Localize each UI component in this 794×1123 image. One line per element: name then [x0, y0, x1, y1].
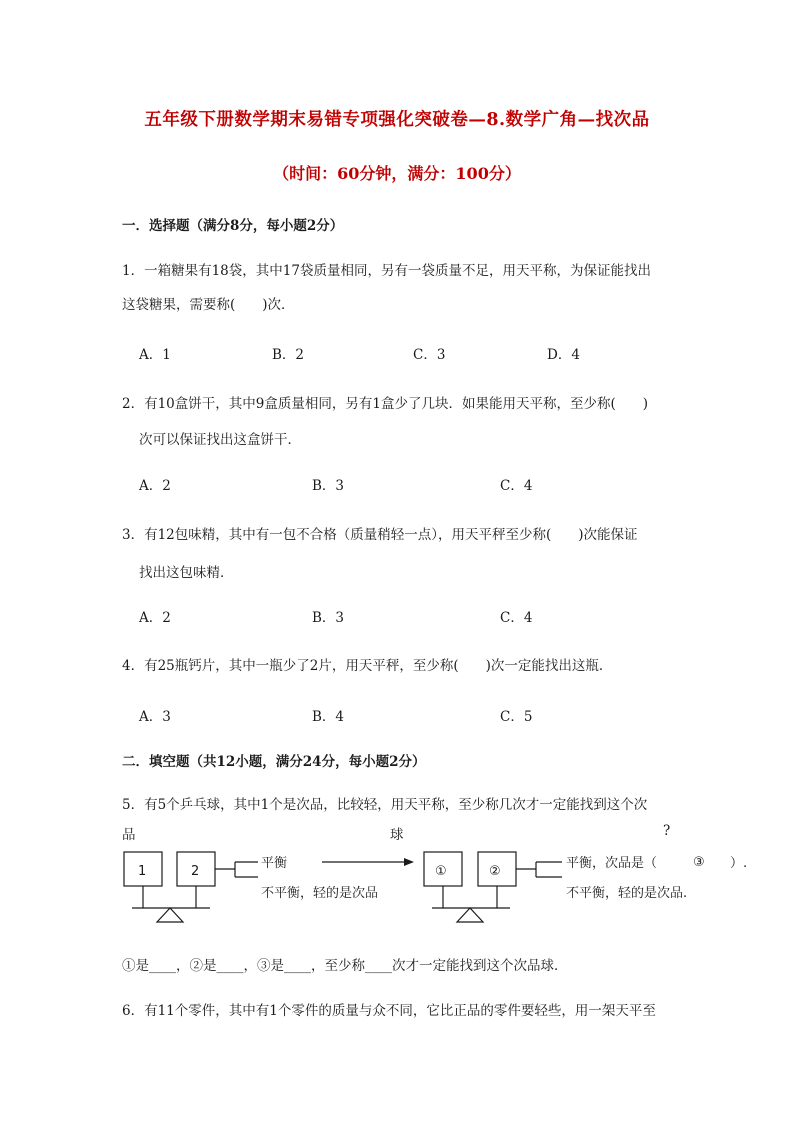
q3-option-a: A．2: [139, 610, 171, 626]
q2-line2: 次可以保证找出这盒饼干．: [139, 432, 301, 448]
balance1-fulcrum: [157, 908, 183, 922]
q5-line2-mid: 球: [390, 827, 404, 843]
q3-line2: 找出这包味精．: [139, 565, 234, 581]
q6-line1: 6．有11个零件，其中有1个零件的质量与众不同，它比正品的零件要轻些，用一架天平至: [122, 1003, 656, 1019]
q4-option-c: C．5: [500, 709, 533, 725]
q5-line2-start: 品: [122, 827, 136, 843]
q2-option-c: C．4: [500, 478, 533, 494]
circle3-label: ③: [693, 855, 705, 870]
q1-option-b: B．2: [272, 347, 305, 363]
box2-label: 2: [191, 864, 200, 879]
branch2-balance-end: ）.: [730, 856, 748, 871]
q1-option-d: D．4: [547, 347, 580, 363]
q1-option-a: A．1: [139, 347, 171, 363]
q3-line1: 3．有12包味精，其中有一包不合格（质量稍轻一点），用天平秤至少称( )次能保证: [122, 527, 638, 543]
q2-option-b: B．3: [312, 478, 345, 494]
q5-answer-line: ①是____，②是____，③是____，至少称____次才一定能找到这个次品球．: [122, 958, 568, 974]
q1-option-c: C．3: [413, 347, 446, 363]
branch2-unbalance-text: 不平衡，轻的是次品.: [566, 886, 688, 901]
q3-option-c: C．4: [500, 610, 533, 626]
page-title: 五年级下册数学期末易错专项强化突破卷—8.数学广角—找次品: [144, 110, 650, 130]
balance2-fulcrum: [457, 908, 483, 922]
box1-label: 1: [138, 864, 147, 879]
q4-line1: 4．有25瓶钙片，其中一瓶少了2片，用天平秤，至少称( )次一定能找出这瓶．: [122, 658, 613, 674]
q3-option-b: B．3: [312, 610, 345, 626]
q2-line1: 2．有10盒饼干，其中9盒质量相同，另有1盒少了几块．如果能用天平称，至少称( ): [122, 396, 648, 412]
page-subtitle: （时间：60分钟，满分：100分）: [273, 164, 521, 183]
q4-option-a: A．3: [139, 709, 171, 725]
q1-line2: 这袋糖果，需要称( )次．: [122, 297, 295, 313]
branch1-unbalance-text: 不平衡，轻的是次品: [261, 886, 379, 901]
branch1-balance-text: 平衡: [261, 856, 288, 871]
q4-option-b: B．4: [312, 709, 345, 725]
section1-heading: 一．选择题（满分8分，每小题2分）: [122, 218, 344, 234]
q1-line1: 1．一箱糖果有18袋，其中17袋质量相同，另有一袋质量不足，用天平称，为保证能找出: [122, 263, 651, 279]
q2-option-a: A．2: [139, 478, 171, 494]
box4-label: ②: [489, 864, 501, 879]
balance-diagram: [110, 842, 760, 930]
box3-label: ①: [435, 864, 447, 879]
q5-line1: 5．有5个乒乓球，其中1个是次品，比较轻，用天平称，至少称几次才一定能找到这个次: [122, 797, 648, 813]
section2-heading: 二．填空题（共12小题，满分24分，每小题2分）: [122, 754, 426, 770]
q5-line2-end: ?: [663, 823, 671, 839]
arrow-head: [404, 858, 414, 866]
branch2-balance-text: 平衡，次品是（: [566, 856, 658, 871]
